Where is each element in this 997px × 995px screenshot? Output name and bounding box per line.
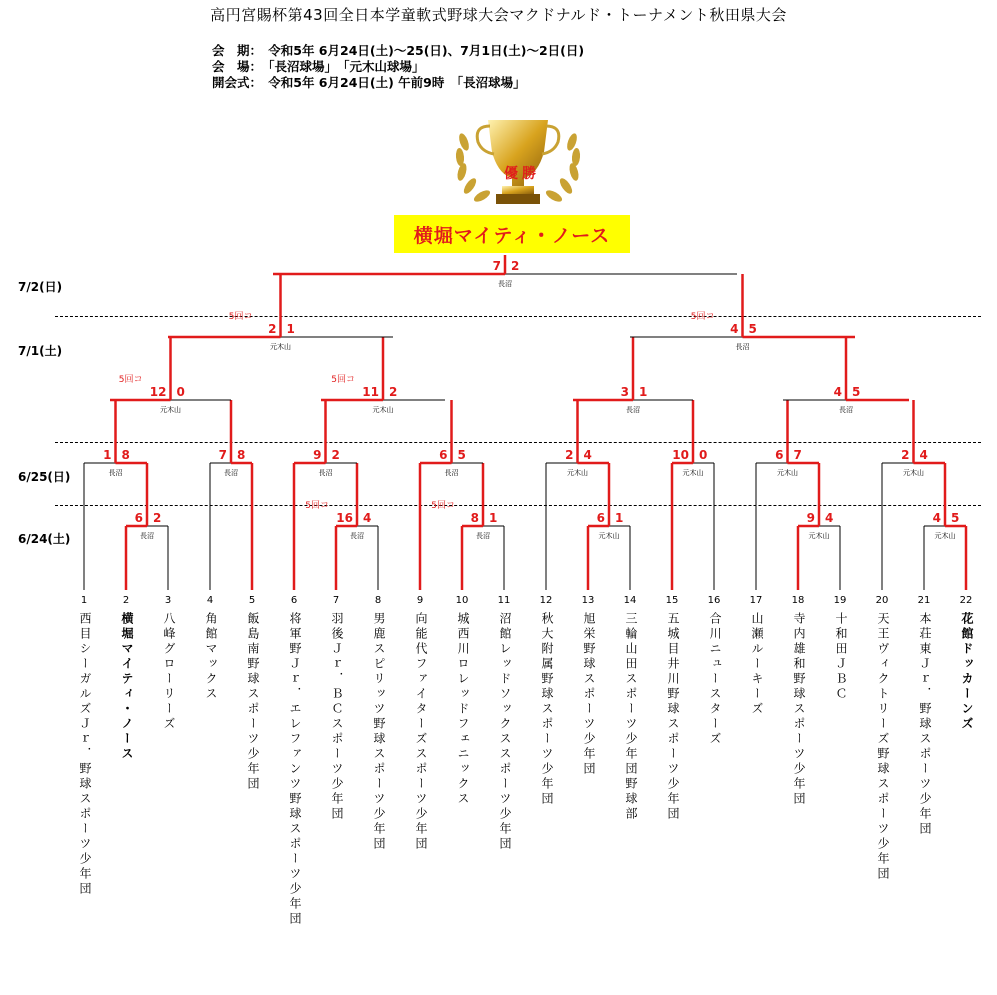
score-left: 9: [806, 511, 815, 525]
venue-label: 長沼: [224, 469, 238, 477]
team-name: 五城目井川野球スポーツ少年団: [666, 612, 680, 822]
team-number: 11: [497, 595, 511, 606]
called-game-note: 5回コ: [690, 312, 715, 322]
venue-label: 長沼: [839, 406, 853, 414]
score-right: 7: [793, 448, 802, 462]
venue-label: 長沼: [140, 532, 154, 540]
venue-label: 長沼: [350, 532, 364, 540]
team-name: 西目シーガルズＪｒ．野球スポーツ少年団: [78, 612, 92, 897]
score-right: 2: [153, 511, 162, 525]
team-name: 山瀬ルーキーズ: [750, 612, 764, 717]
score-right: 8: [121, 448, 130, 462]
score-left: 9: [313, 448, 322, 462]
called-game-note: 5回コ: [118, 375, 143, 385]
score-left: 4: [833, 385, 842, 399]
venue-label: 元木山: [160, 406, 181, 414]
team-name: 旭栄野球スポーツ少年団: [582, 612, 596, 777]
venue-label: 長沼: [735, 343, 750, 351]
team-name: 合川ニュースターズ: [708, 612, 722, 747]
team-number: 9: [416, 595, 424, 606]
team-name: 天王ヴィクトリーズ野球スポーツ少年団: [876, 612, 890, 882]
team-number: 15: [665, 595, 679, 606]
score-left: 2: [268, 322, 277, 336]
team-number: 22: [959, 595, 973, 606]
venue-label: 元木山: [682, 469, 704, 477]
team-name: 将軍野Ｊｒ．エレファンツ野球スポーツ少年団: [288, 612, 302, 927]
venue-label: 元木山: [270, 343, 291, 351]
venue-label: 元木山: [808, 532, 830, 540]
score-right: 0: [699, 448, 708, 462]
day-label-round1: 6/24(土): [18, 532, 71, 546]
score-left: 7: [492, 259, 501, 273]
team-number: 7: [332, 595, 340, 606]
venue-label: 長沼: [626, 406, 640, 414]
venue-label: 長沼: [108, 469, 123, 477]
score-left: 12: [149, 385, 167, 399]
team-number: 16: [707, 595, 721, 606]
champion-name: 横堀マイティ・ノース: [413, 224, 611, 247]
score-left: 6: [134, 511, 143, 525]
team-name: 寺内雄和野球スポーツ少年団: [792, 612, 806, 807]
trophy-label-left: 優: [504, 166, 518, 182]
team-number: 14: [623, 595, 637, 606]
called-game-note: 5回コ: [305, 501, 329, 511]
score-left: 4: [932, 511, 941, 525]
team-name: 三輪山田スポーツ少年団野球部: [624, 612, 638, 822]
score-right: 2: [389, 385, 398, 399]
score-right: 1: [615, 511, 624, 525]
team-name: 横堀マイティ・ノース: [120, 612, 134, 762]
team-name: 本荘東Ｊｒ．野球スポーツ少年団: [918, 612, 932, 837]
team-name: 向能代ファイターズスポーツ少年団: [414, 612, 428, 852]
venue-label: 元木山: [598, 532, 620, 540]
opening-ceremony: 開会式： 令和5年 6月24日(土) 午前9時 「長沼球場」: [212, 75, 526, 90]
team-name: 城西川ロレッドフェニックス: [456, 612, 470, 807]
team-number: 12: [539, 595, 553, 606]
venue-label: 元木山: [372, 406, 394, 414]
score-right: 1: [489, 511, 498, 525]
team-name: 沼館レッドソックススポーツ少年団: [498, 612, 512, 852]
team-number: 21: [917, 595, 931, 606]
score-left: 11: [362, 385, 379, 399]
score-left: 8: [470, 511, 479, 525]
score-right: 5: [748, 322, 757, 336]
team-number: 13: [581, 595, 595, 606]
score-right: 1: [639, 385, 648, 399]
venue-label: 長沼: [444, 469, 459, 477]
team-number: 17: [749, 595, 763, 606]
score-left: 4: [730, 322, 739, 336]
team-name: 角館マックス: [204, 612, 218, 702]
score-left: 1: [103, 448, 112, 462]
day-label-round2: 6/25(日): [18, 470, 71, 484]
venue-label: 長沼: [498, 280, 512, 288]
score-left: 3: [620, 385, 629, 399]
score-left: 16: [336, 511, 353, 525]
team-name: 十和田ＪＢＣ: [834, 612, 848, 702]
team-name: 飯島南野球スポーツ少年団: [246, 612, 260, 792]
score-left: 6: [596, 511, 605, 525]
team-number: 3: [164, 595, 172, 606]
team-name: 羽後Ｊｒ．ＢＣスポーツ少年団: [330, 612, 344, 822]
score-left: 6: [439, 448, 448, 462]
score-left: 2: [565, 448, 574, 462]
score-right: 2: [511, 259, 520, 273]
score-right: 4: [919, 448, 928, 462]
trophy-label-right: 勝: [522, 166, 536, 182]
team-number: 5: [248, 595, 256, 606]
called-game-note: 5回コ: [331, 375, 355, 385]
score-right: 5: [852, 385, 861, 399]
team-name: 花館ドッカーンズ: [960, 612, 974, 732]
score-left: 2: [901, 448, 910, 462]
team-number: 10: [455, 595, 469, 606]
score-right: 4: [363, 511, 372, 525]
score-right: 1: [286, 322, 295, 336]
score-right: 0: [176, 385, 185, 399]
team-name: 秋大附属野球スポーツ少年団: [540, 612, 554, 807]
team-number: 18: [791, 595, 805, 606]
called-game-note: 5回コ: [228, 312, 253, 322]
score-right: 4: [825, 511, 834, 525]
tournament-period: 会 期： 令和5年 6月24日(土)～25(日)、7月1日(土)～2日(日): [212, 43, 585, 58]
venue-label: 長沼: [476, 532, 490, 540]
page-title: 高円宮賜杯第43回全日本学童軟式野球大会マクドナルド・トーナメント秋田県大会: [210, 6, 787, 24]
score-left: 7: [218, 448, 227, 462]
venue-label: 長沼: [318, 469, 333, 477]
score-right: 5: [951, 511, 960, 525]
team-number: 8: [374, 595, 382, 606]
team-number: 4: [206, 595, 214, 606]
venue-label: 元木山: [777, 469, 798, 477]
score-right: 8: [237, 448, 246, 462]
venue-label: 元木山: [903, 469, 924, 477]
venue-label: 元木山: [567, 469, 588, 477]
tournament-venue: 会 場： 「長沼球場」 「元木山球場」: [212, 59, 425, 74]
venue-label: 元木山: [934, 532, 956, 540]
team-name: 八峰グローリーズ: [162, 612, 176, 732]
day-label-semis: 7/1(土): [18, 344, 63, 358]
score-left: 6: [775, 448, 784, 462]
score-right: 4: [583, 448, 592, 462]
team-number: 6: [290, 595, 298, 606]
score-right: 2: [331, 448, 340, 462]
team-number: 1: [80, 595, 88, 606]
called-game-note: 5回コ: [431, 501, 455, 511]
team-name: 男鹿スピリッツ野球スポーツ少年団: [372, 612, 386, 852]
team-number: 2: [122, 595, 130, 606]
team-number: 19: [833, 595, 847, 606]
day-label-final: 7/2(日): [18, 280, 63, 294]
score-left: 10: [672, 448, 689, 462]
score-right: 5: [457, 448, 466, 462]
team-number: 20: [875, 595, 889, 606]
